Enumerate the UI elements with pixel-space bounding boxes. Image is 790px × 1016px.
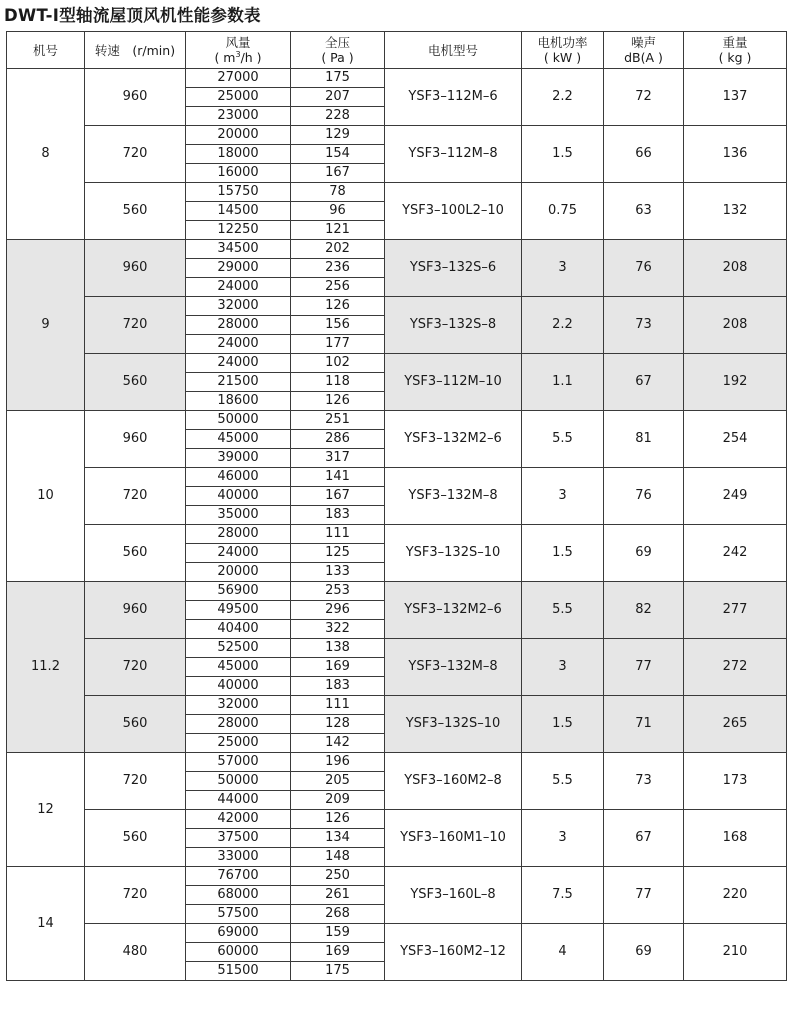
motor-model-cell: YSF3–132M–8 (385, 468, 522, 525)
weight-cell: 208 (684, 297, 787, 354)
pressure-cell: 196 (291, 753, 385, 772)
motor-power-cell: 1.5 (522, 525, 604, 582)
airflow-cell: 45000 (186, 430, 291, 449)
pressure-cell: 317 (291, 449, 385, 468)
airflow-cell: 25000 (186, 734, 291, 753)
model-no-cell: 12 (7, 753, 85, 867)
airflow-cell: 24000 (186, 354, 291, 373)
noise-cell: 73 (604, 297, 684, 354)
pressure-cell: 96 (291, 202, 385, 221)
noise-cell: 67 (604, 810, 684, 867)
speed-cell: 960 (85, 411, 186, 468)
airflow-cell: 27000 (186, 69, 291, 88)
speed-cell: 560 (85, 354, 186, 411)
noise-cell: 71 (604, 696, 684, 753)
pressure-cell: 126 (291, 392, 385, 411)
model-no-cell: 8 (7, 69, 85, 240)
airflow-cell: 44000 (186, 791, 291, 810)
airflow-cell: 46000 (186, 468, 291, 487)
pressure-cell: 256 (291, 278, 385, 297)
airflow-cell: 49500 (186, 601, 291, 620)
airflow-cell: 24000 (186, 544, 291, 563)
table-row (7, 810, 787, 829)
weight-cell: 208 (684, 240, 787, 297)
noise-cell: 63 (604, 183, 684, 240)
weight-cell: 277 (684, 582, 787, 639)
model-no-cell: 10 (7, 411, 85, 582)
motor-model-cell: YSF3–112M–8 (385, 126, 522, 183)
airflow-cell: 21500 (186, 373, 291, 392)
airflow-cell: 45000 (186, 658, 291, 677)
pressure-cell: 175 (291, 69, 385, 88)
pressure-cell: 138 (291, 639, 385, 658)
weight-cell: 265 (684, 696, 787, 753)
airflow-cell: 39000 (186, 449, 291, 468)
airflow-cell: 20000 (186, 126, 291, 145)
pressure-cell: 251 (291, 411, 385, 430)
motor-power-cell: 4 (522, 924, 604, 981)
airflow-cell: 16000 (186, 164, 291, 183)
header-pressure-label: 全压 (324, 35, 350, 50)
header-weight-label: 重量 (722, 35, 748, 50)
header-model-no: 机号 (7, 32, 85, 69)
pressure-cell: 228 (291, 107, 385, 126)
table-row (7, 183, 787, 202)
airflow-cell: 15750 (186, 183, 291, 202)
header-noise-unit: dB(A ) (624, 50, 663, 65)
table-row (7, 69, 787, 88)
motor-model-cell: YSF3–100L2–10 (385, 183, 522, 240)
header-row (7, 32, 787, 69)
motor-power-cell: 2.2 (522, 297, 604, 354)
header-weight-unit: ( kg ) (718, 50, 752, 65)
noise-cell: 67 (604, 354, 684, 411)
table-body (7, 69, 787, 981)
model-no-cell: 9 (7, 240, 85, 411)
noise-cell: 69 (604, 924, 684, 981)
airflow-cell: 40000 (186, 487, 291, 506)
airflow-cell: 24000 (186, 335, 291, 354)
airflow-cell: 40000 (186, 677, 291, 696)
airflow-cell: 50000 (186, 772, 291, 791)
pressure-cell: 128 (291, 715, 385, 734)
motor-power-cell: 3 (522, 810, 604, 867)
model-no-cell: 14 (7, 867, 85, 981)
weight-cell: 137 (684, 69, 787, 126)
speed-cell: 960 (85, 240, 186, 297)
pressure-cell: 322 (291, 620, 385, 639)
table-row (7, 297, 787, 316)
airflow-cell: 69000 (186, 924, 291, 943)
airflow-cell: 32000 (186, 297, 291, 316)
noise-cell: 66 (604, 126, 684, 183)
airflow-cell: 56900 (186, 582, 291, 601)
weight-cell: 220 (684, 867, 787, 924)
weight-cell: 210 (684, 924, 787, 981)
motor-power-cell: 3 (522, 240, 604, 297)
table-row (7, 468, 787, 487)
speed-cell: 560 (85, 183, 186, 240)
noise-cell: 76 (604, 240, 684, 297)
motor-power-cell: 7.5 (522, 867, 604, 924)
weight-cell: 168 (684, 810, 787, 867)
airflow-cell: 28000 (186, 316, 291, 335)
pressure-cell: 209 (291, 791, 385, 810)
noise-cell: 77 (604, 867, 684, 924)
pressure-cell: 296 (291, 601, 385, 620)
pressure-cell: 159 (291, 924, 385, 943)
airflow-cell: 18600 (186, 392, 291, 411)
weight-cell: 173 (684, 753, 787, 810)
header-noise (604, 32, 684, 69)
weight-cell: 249 (684, 468, 787, 525)
pressure-cell: 111 (291, 525, 385, 544)
header-power-label: 电机功率 (537, 35, 588, 50)
motor-power-cell: 5.5 (522, 753, 604, 810)
airflow-cell: 23000 (186, 107, 291, 126)
pressure-cell: 78 (291, 183, 385, 202)
header-speed: 转速 (r/min) (85, 32, 186, 69)
weight-cell: 254 (684, 411, 787, 468)
speed-cell: 480 (85, 924, 186, 981)
airflow-cell: 14500 (186, 202, 291, 221)
motor-power-cell: 5.5 (522, 582, 604, 639)
pressure-cell: 268 (291, 905, 385, 924)
motor-power-cell: 1.5 (522, 126, 604, 183)
table-row (7, 867, 787, 886)
speed-cell: 720 (85, 753, 186, 810)
motor-model-cell: YSF3–112M–10 (385, 354, 522, 411)
airflow-cell: 57500 (186, 905, 291, 924)
header-airflow-unit: ( $m^3/h$ ) (214, 50, 262, 65)
airflow-cell: 12250 (186, 221, 291, 240)
motor-power-cell: 1.5 (522, 696, 604, 753)
weight-cell: 132 (684, 183, 787, 240)
header-pressure (291, 32, 385, 69)
airflow-cell: 29000 (186, 259, 291, 278)
weight-cell: 192 (684, 354, 787, 411)
airflow-cell: 35000 (186, 506, 291, 525)
pressure-cell: 142 (291, 734, 385, 753)
table-row (7, 240, 787, 259)
airflow-cell: 76700 (186, 867, 291, 886)
noise-cell: 77 (604, 639, 684, 696)
motor-power-cell: 5.5 (522, 411, 604, 468)
airflow-cell: 20000 (186, 563, 291, 582)
pressure-cell: 111 (291, 696, 385, 715)
noise-cell: 76 (604, 468, 684, 525)
table-row (7, 126, 787, 145)
pressure-cell: 236 (291, 259, 385, 278)
header-weight (684, 32, 787, 69)
speed-cell: 720 (85, 297, 186, 354)
header-motor: 电机型号 (385, 32, 522, 69)
header-airflow (186, 32, 291, 69)
pressure-cell: 154 (291, 145, 385, 164)
pressure-cell: 156 (291, 316, 385, 335)
motor-model-cell: YSF3–160M2–12 (385, 924, 522, 981)
airflow-cell: 60000 (186, 943, 291, 962)
pressure-cell: 253 (291, 582, 385, 601)
motor-power-cell: 1.1 (522, 354, 604, 411)
airflow-cell: 34500 (186, 240, 291, 259)
table-row (7, 696, 787, 715)
speed-cell: 960 (85, 69, 186, 126)
airflow-cell: 33000 (186, 848, 291, 867)
airflow-cell: 52500 (186, 639, 291, 658)
motor-power-cell: 3 (522, 468, 604, 525)
header-pressure-unit: ( Pa ) (321, 50, 354, 65)
pressure-cell: 133 (291, 563, 385, 582)
noise-cell: 81 (604, 411, 684, 468)
noise-cell: 72 (604, 69, 684, 126)
pressure-cell: 205 (291, 772, 385, 791)
pressure-cell: 183 (291, 506, 385, 525)
noise-cell: 69 (604, 525, 684, 582)
pressure-cell: 202 (291, 240, 385, 259)
header-power-unit: ( kW ) (543, 50, 582, 65)
motor-model-cell: YSF3–132M–8 (385, 639, 522, 696)
motor-model-cell: YSF3–132S–10 (385, 696, 522, 753)
motor-model-cell: YSF3–160M2–8 (385, 753, 522, 810)
speed-cell: 720 (85, 867, 186, 924)
airflow-cell: 28000 (186, 525, 291, 544)
pressure-cell: 261 (291, 886, 385, 905)
airflow-cell: 28000 (186, 715, 291, 734)
page-title: DWT-I型轴流屋顶风机性能参数表 (4, 6, 261, 25)
pressure-cell: 125 (291, 544, 385, 563)
airflow-cell: 50000 (186, 411, 291, 430)
speed-cell: 720 (85, 639, 186, 696)
airflow-cell: 32000 (186, 696, 291, 715)
pressure-cell: 141 (291, 468, 385, 487)
pressure-cell: 286 (291, 430, 385, 449)
airflow-cell: 51500 (186, 962, 291, 981)
pressure-cell: 134 (291, 829, 385, 848)
motor-model-cell: YSF3–132S–8 (385, 297, 522, 354)
pressure-cell: 207 (291, 88, 385, 107)
speed-cell: 560 (85, 525, 186, 582)
airflow-cell: 57000 (186, 753, 291, 772)
weight-cell: 136 (684, 126, 787, 183)
table-row (7, 525, 787, 544)
motor-model-cell: YSF3–132S–6 (385, 240, 522, 297)
table-row (7, 639, 787, 658)
pressure-cell: 250 (291, 867, 385, 886)
airflow-cell: 25000 (186, 88, 291, 107)
table-row (7, 411, 787, 430)
speed-cell: 720 (85, 468, 186, 525)
weight-cell: 272 (684, 639, 787, 696)
pressure-cell: 169 (291, 658, 385, 677)
header-airflow-label: 风量 (225, 35, 251, 50)
header-power (522, 32, 604, 69)
table-row (7, 924, 787, 943)
motor-power-cell: 2.2 (522, 69, 604, 126)
table-row (7, 354, 787, 373)
performance-table (6, 31, 787, 981)
motor-model-cell: YSF3–160M1–10 (385, 810, 522, 867)
model-no-cell: 11.2 (7, 582, 85, 753)
motor-model-cell: YSF3–132M2–6 (385, 582, 522, 639)
motor-power-cell: 0.75 (522, 183, 604, 240)
motor-power-cell: 3 (522, 639, 604, 696)
table-row (7, 753, 787, 772)
pressure-cell: 175 (291, 962, 385, 981)
pressure-cell: 167 (291, 487, 385, 506)
airflow-cell: 18000 (186, 145, 291, 164)
speed-cell: 560 (85, 810, 186, 867)
pressure-cell: 126 (291, 810, 385, 829)
airflow-cell: 37500 (186, 829, 291, 848)
pressure-cell: 177 (291, 335, 385, 354)
weight-cell: 242 (684, 525, 787, 582)
speed-cell: 720 (85, 126, 186, 183)
motor-model-cell: YSF3–132S–10 (385, 525, 522, 582)
pressure-cell: 118 (291, 373, 385, 392)
airflow-cell: 68000 (186, 886, 291, 905)
speed-cell: 560 (85, 696, 186, 753)
pressure-cell: 129 (291, 126, 385, 145)
pressure-cell: 121 (291, 221, 385, 240)
pressure-cell: 183 (291, 677, 385, 696)
pressure-cell: 102 (291, 354, 385, 373)
pressure-cell: 148 (291, 848, 385, 867)
pressure-cell: 167 (291, 164, 385, 183)
airflow-cell: 42000 (186, 810, 291, 829)
pressure-cell: 126 (291, 297, 385, 316)
motor-model-cell: YSF3–132M2–6 (385, 411, 522, 468)
header-noise-label: 噪声 (630, 35, 656, 50)
airflow-cell: 40400 (186, 620, 291, 639)
noise-cell: 82 (604, 582, 684, 639)
noise-cell: 73 (604, 753, 684, 810)
motor-model-cell: YSF3–160L–8 (385, 867, 522, 924)
airflow-cell: 24000 (186, 278, 291, 297)
pressure-cell: 169 (291, 943, 385, 962)
motor-model-cell: YSF3–112M–6 (385, 69, 522, 126)
speed-cell: 960 (85, 582, 186, 639)
table-row (7, 582, 787, 601)
